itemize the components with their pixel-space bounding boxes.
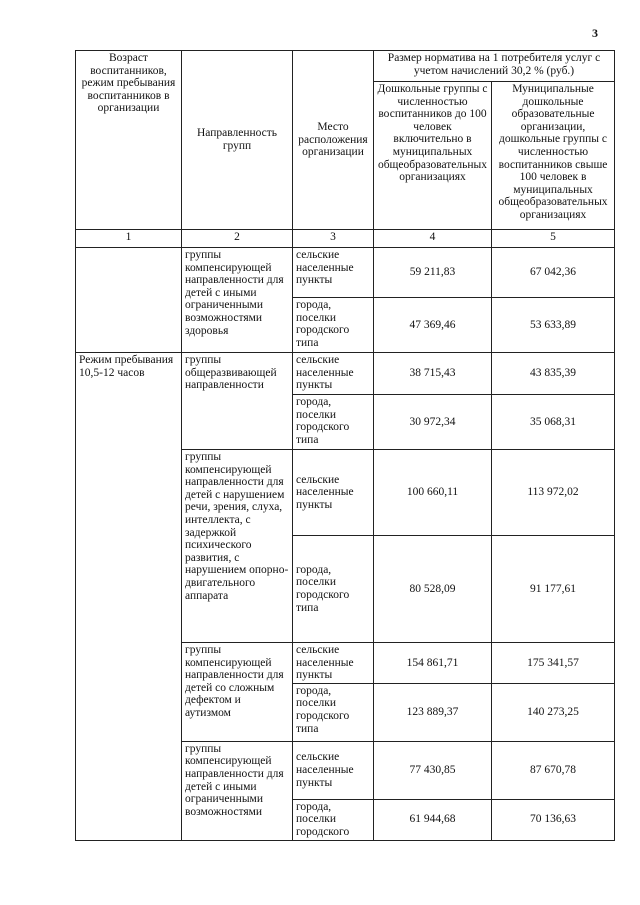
value-cell: 53 633,89 [492,298,615,353]
header-location: Место расположения организации [293,51,374,230]
value-cell: 47 369,46 [374,298,492,353]
mode-cell: Режим пребывания 10,5-12 часов [76,353,182,841]
header-col4: Дошкольные группы с численностью воспитанников до 100 человек включительно в муниципальных общеобразовательных организациях [374,82,492,230]
mode-cell-empty [76,248,182,353]
header-group-direction: Направленность групп [182,51,293,230]
value-cell: 38 715,43 [374,353,492,395]
value-cell: 43 835,39 [492,353,615,395]
value-cell: 30 972,34 [374,395,492,450]
col-number: 4 [374,230,492,248]
location-cell: сельские населенные пункты [293,643,374,684]
group-cell: группы компенсирующей направленности для детей со сложным дефектом и аутизмом [182,643,293,742]
location-cell: сельские населенные пункты [293,248,374,298]
table-row [76,248,615,298]
value-cell: 77 430,85 [374,741,492,799]
value-cell: 91 177,61 [492,536,615,643]
value-cell: 87 670,78 [492,741,615,799]
value-cell: 154 861,71 [374,643,492,684]
col-number: 3 [293,230,374,248]
header-norm-size: Размер норматива на 1 потребителя услуг с учетом начислений 30,2 % (руб.) [374,51,615,82]
location-cell: города, поселки городского [293,799,374,840]
location-cell: города, поселки городского типа [293,683,374,741]
value-cell: 175 341,57 [492,643,615,684]
location-cell: сельские населенные пункты [293,741,374,799]
header-col5: Муниципальные дошкольные образовательные организации, дошкольные группы с численностью воспитанников свыше 100 человек в муниципальных общеобразовательных организациях [492,82,615,230]
value-cell: 113 972,02 [492,450,615,536]
col-number: 1 [76,230,182,248]
col-number: 5 [492,230,615,248]
location-cell: города, поселки городского типа [293,298,374,353]
header-age-mode: Возраст воспитанников, режим пребывания воспитанников в организации [76,51,182,230]
value-cell: 100 660,11 [374,450,492,536]
value-cell: 123 889,37 [374,683,492,741]
location-cell: сельские населенные пункты [293,353,374,395]
group-cell: группы общеразвивающей направленности [182,353,293,450]
table-row [76,353,615,395]
location-cell: города, поселки городского типа [293,395,374,450]
value-cell: 140 273,25 [492,683,615,741]
col-number: 2 [182,230,293,248]
value-cell: 59 211,83 [374,248,492,298]
group-cell: группы компенсирующей направленности для детей с иными ограниченными возможностями здоровья [182,248,293,353]
group-cell: группы компенсирующей направленности для детей с нарушением речи, зрения, слуха, интеллекта, с задержкой психического развития, с нарушением опорно-двигательного аппарата [182,450,293,643]
value-cell: 80 528,09 [374,536,492,643]
location-cell: города, поселки городского типа [293,536,374,643]
value-cell: 35 068,31 [492,395,615,450]
norms-table [75,50,615,841]
value-cell: 61 944,68 [374,799,492,840]
page-number: 3 [592,26,598,40]
location-cell: сельские населенные пункты [293,450,374,536]
group-cell: группы компенсирующей направленности для детей с иными ограниченными возможностями [182,741,293,840]
value-cell: 67 042,36 [492,248,615,298]
value-cell: 70 136,63 [492,799,615,840]
